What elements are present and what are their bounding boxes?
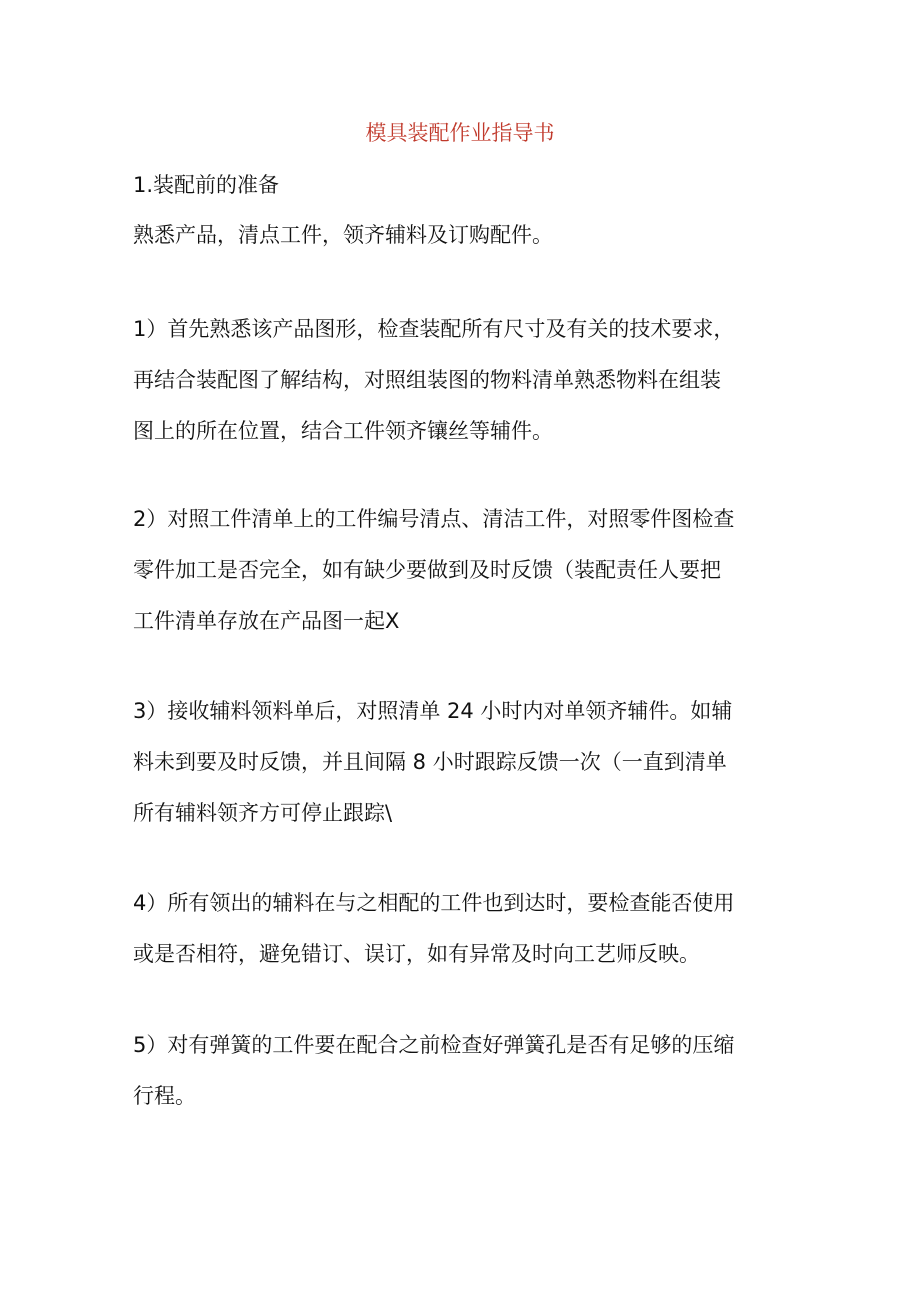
step-paragraph-5: 5）对有弹簧的工件要在配合之前检查好弹簧孔是否有足够的压缩 行程。 (133, 1033, 735, 1108)
step-paragraph-1: 1）首先熟悉该产品图形，检查装配所有尺寸及有关的技术要求， 再结合装配图了解结构，对照组装图的物料清单熟悉物料在组装 图上的所在位置，结合工件领齐镶丝等辅件。 (133, 317, 735, 443)
section-heading: 1.装配前的准备 (133, 173, 280, 197)
document-title: 模具装配作业指导书 (365, 121, 555, 145)
intro-paragraph: 熟悉产品，清点工件，领齐辅料及订购配件。 (133, 223, 553, 247)
step-paragraph-2: 2）对照工件清单上的工件编号清点、清洁工件，对照零件图检查 零件加工是否完全，如有缺少要做到及时反馈（装配责任人要把 工件清单存放在产品图一起X (133, 507, 735, 633)
step-paragraph-4: 4）所有领出的辅料在与之相配的工件也到达时，要检查能否使用 或是否相符，避免错订、误订，如有异常及时向工艺师反映。 (133, 891, 735, 966)
step-paragraph-3: 3）接收辅料领料单后，对照清单 24 小时内对单领齐辅件。如辅 料未到要及时反馈，并且间隔 8 小时跟踪反馈一次（一直到清单 所有辅料领齐方可停止跟踪\ (133, 699, 733, 825)
